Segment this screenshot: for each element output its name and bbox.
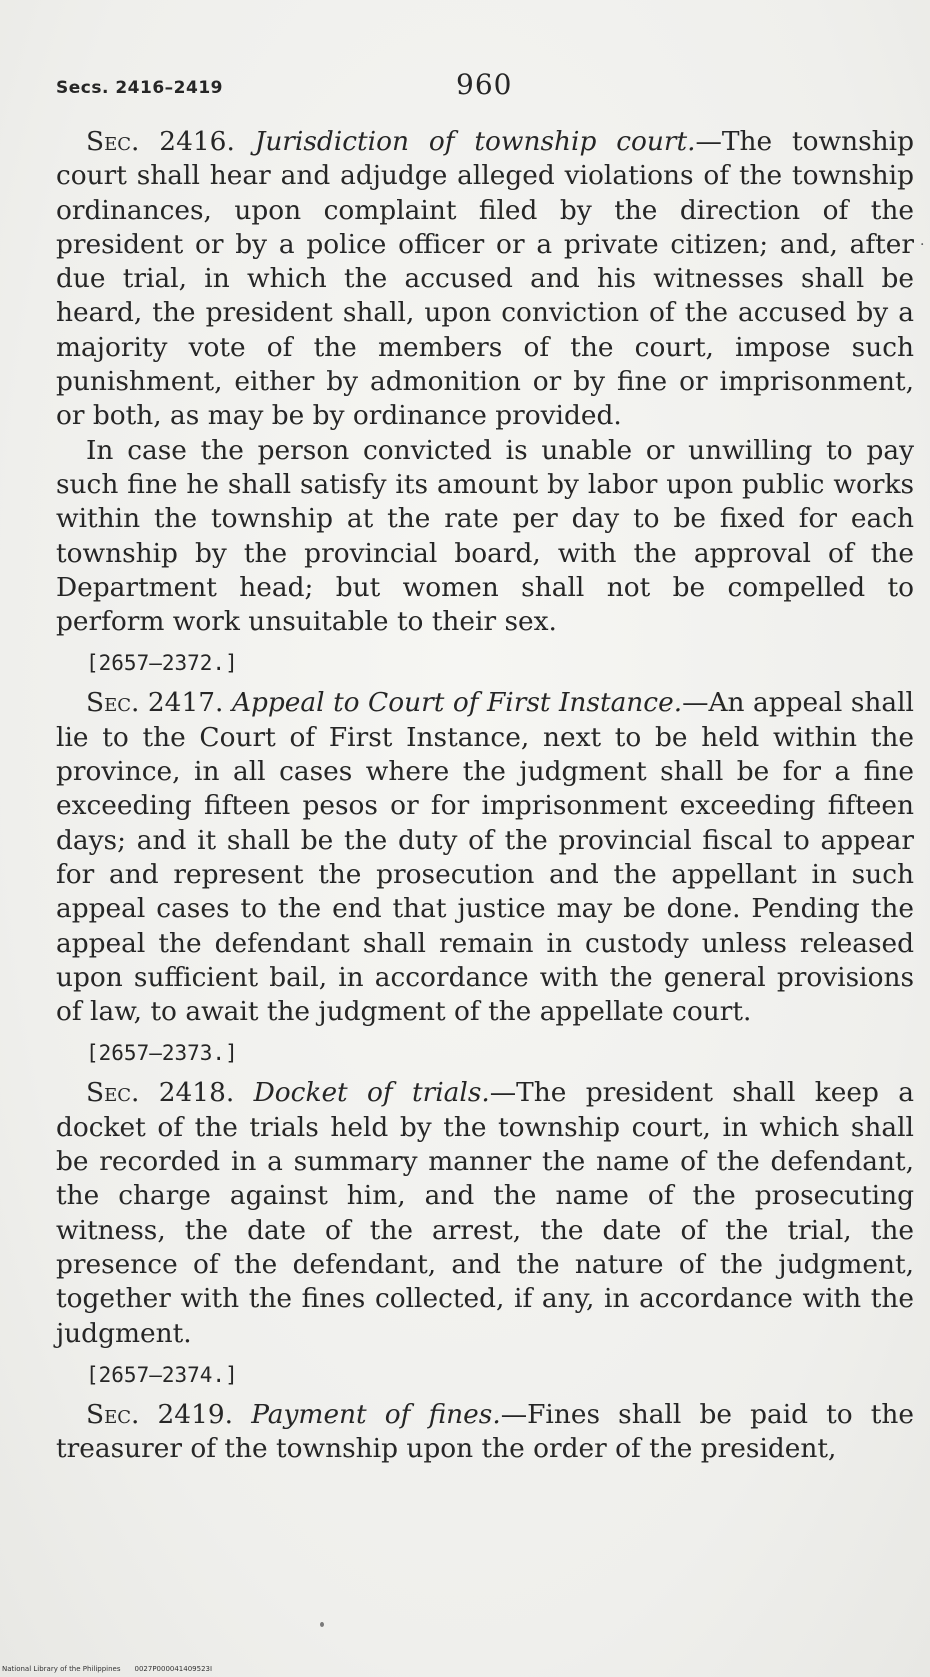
section-2416-paragraph-2: In case the person convicted is unable or unwilling to pay such fine he shall satisfy its amount by labor upon public works within the township at the rate per day to be fixed for each township by the provincial board, with the approval of the Department head; but women shall not be compelled to perform work unsuitable to their sex.	[56, 434, 914, 638]
section-2417	[56, 686, 914, 1029]
citation: [2657—2374.]	[86, 1362, 238, 1387]
scan-footer	[2, 1665, 212, 1673]
page-number: 960	[456, 68, 513, 101]
section-label: Sec. 2416.	[86, 126, 235, 157]
section-body: —The township court shall hear and adjudge alleged violations of the township ordinances, upon complaint filed by the direction of the president or by a police officer or a private citizen; and, after due trial, in which the accused and his witnesses shall be heard, the president shall, upon conviction of the accused by a majority vote of the members of the court, impose such punishment, either by admonition or by fine or imprisonment, or both, as may be by ordinance provided.	[56, 126, 914, 432]
section-heading: Payment of fines.	[251, 1398, 501, 1430]
section-heading: Docket of trials.	[253, 1077, 490, 1109]
section-label: Sec. 2417.	[86, 687, 224, 719]
scan-code: 0027P000041409523I	[134, 1665, 213, 1673]
section-heading: Appeal to Court of First Instance.	[231, 687, 683, 719]
section-2419	[56, 1398, 914, 1467]
scan-speck	[320, 1622, 324, 1627]
section-label: Sec. 2419.	[86, 1398, 234, 1430]
section-body: —The president shall keep a docket of the trials held by the township court, in which shall be recorded in a summary manner the name of the defendant, the charge against him, and the name of the prosecuting witness, the date of the arrest, the date of the trial, the presence of the defendant, and the nature of the judgment, together with the fines collected, if any, in accordance with the judgment.	[56, 1077, 914, 1349]
section-range: Secs. 2416–2419	[56, 78, 223, 98]
section-2416	[56, 125, 914, 434]
citation: [2657—2373.]	[86, 1041, 238, 1066]
running-head	[56, 68, 896, 108]
body-text	[56, 125, 914, 1466]
citation: [2657—2372.]	[86, 651, 238, 676]
library-credit: National Library of the Philippines	[2, 1665, 121, 1673]
margin-mark: ·	[920, 237, 925, 253]
section-body: —Fines shall be paid to the treasurer of the township upon the order of the president,	[56, 1398, 915, 1465]
section-label: Sec. 2418.	[86, 1077, 235, 1109]
section-heading: Jurisdiction of township court.	[254, 126, 696, 157]
section-body: —An appeal shall lie to the Court of First Instance, next to be held within the province, in all cases where the judgment shall be for a fine exceeding fifteen pesos or for imprisonment exceeding fifteen days; and it shall be the duty of the provincial fiscal to appear for and represent the prosecution and the appellant in such appeal cases to the end that justice may be done. Pending the appeal the defendant shall remain in custody unless released upon sufficient bail, in accordance with the general provisions of law, to await the judgment of the appellate court.	[56, 687, 914, 1028]
section-2418	[56, 1076, 914, 1350]
